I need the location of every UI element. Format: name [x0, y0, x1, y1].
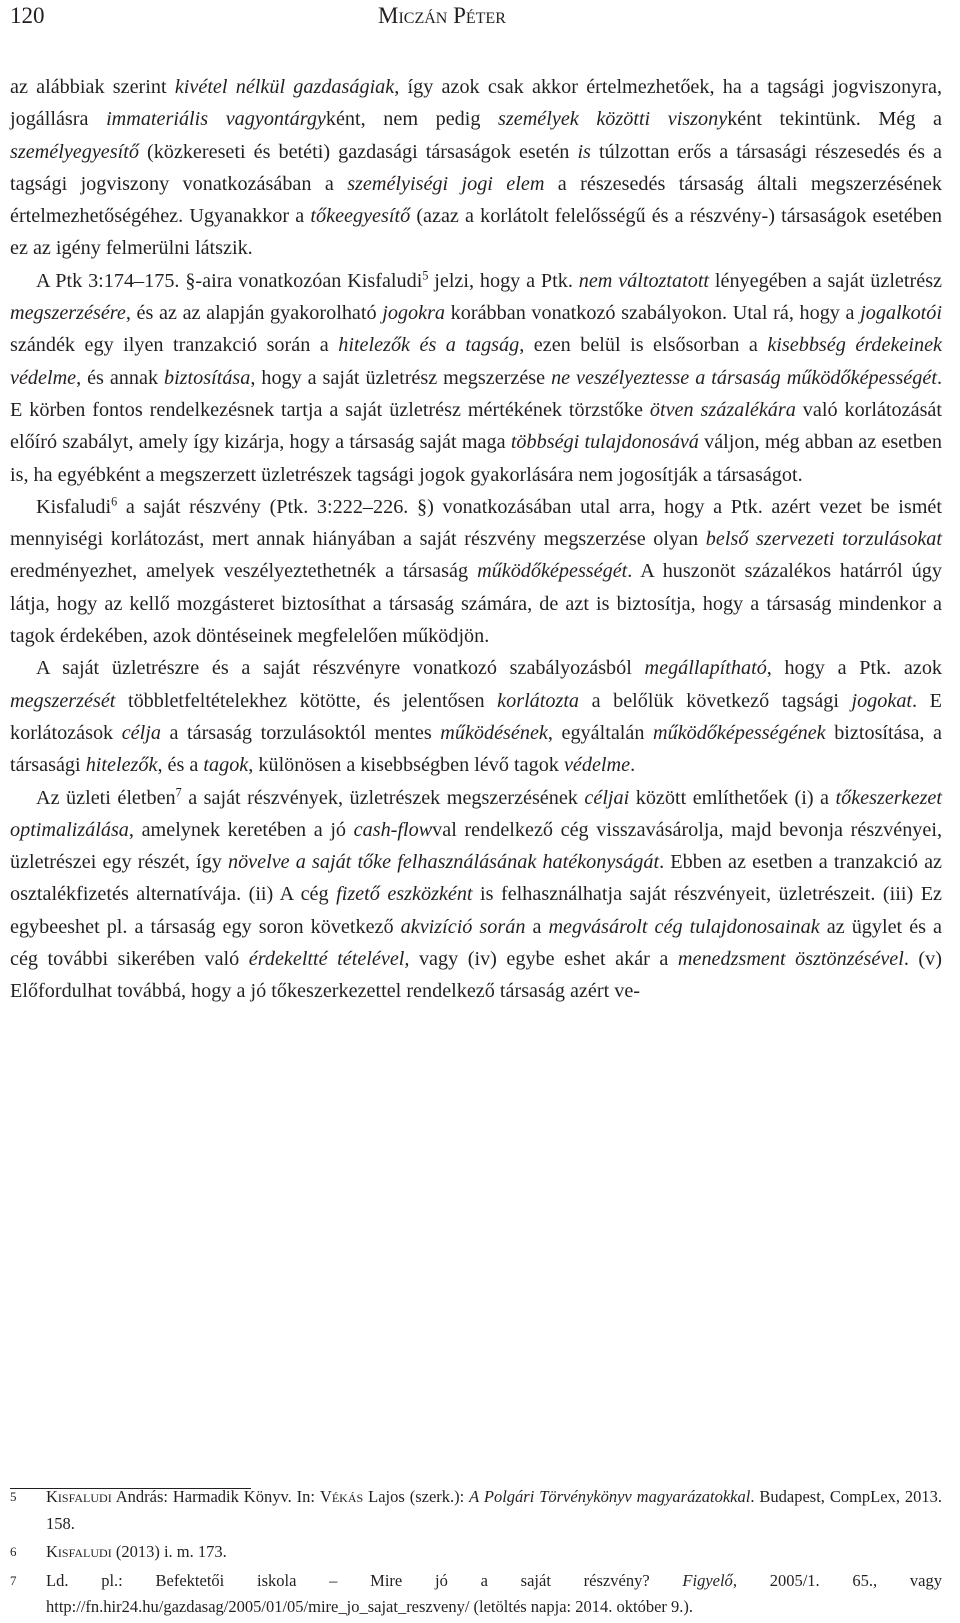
text-run: növelve a saját tőke felhasználásának hatékonyságát	[227, 851, 660, 874]
text-run: hitelezők	[85, 754, 158, 777]
text-run: ként, nem pedig	[325, 108, 499, 131]
text-run: Figyelő	[682, 1570, 733, 1590]
footnote-ref: 7	[175, 784, 182, 799]
text-run: , amelynek keretében a jó	[128, 818, 354, 841]
footnote-ref: 6	[111, 494, 118, 509]
text-run: Kisfaludi	[46, 1487, 112, 1506]
text-run: , hogy a Ptk. azok	[766, 657, 943, 680]
text-run: . (v) Előfordulhat továbbá, hogy a jó tőkeszerkezettel rendelkező társaság azért ve-	[10, 948, 942, 1003]
text-run: András: Harmadik Könyv. In:	[111, 1487, 320, 1506]
text-run: ne veszélyeztesse a társaság működőképességét	[551, 366, 937, 389]
footnote	[10, 1568, 942, 1621]
footnote	[10, 1484, 942, 1537]
text-run: biztosítása	[163, 366, 251, 389]
text-run: korábban vonatkozó szabályokon. Utal rá, hogy a	[445, 302, 861, 325]
text-run: , 2005/1. 65., vagy http://fn.hir24.hu/gazdasag/2005/01/05/mire_jo_sajat_reszveny/ (letöltés napja: 2014. október 9.).	[46, 1570, 942, 1616]
text-run: tőkeegyesítő	[310, 205, 411, 228]
text-run: . Budapest, CompLex, 2013. 158.	[46, 1487, 943, 1533]
text-run: belső szervezeti torzulásokat	[705, 528, 942, 551]
footnote-text	[46, 1542, 227, 1561]
text-run: . Ebben az esetben a tranzakció az osztalékfizetés alternatívája. (ii) A cég	[10, 851, 943, 906]
paragraph	[10, 491, 942, 652]
text-run: váljon, még abban az esetben is, ha egyébként a megszerzett üzletrészek tagsági jogok gyakorlására nem jogosítják a társaságot.	[10, 431, 942, 486]
text-run: Az üzleti életben	[36, 786, 176, 809]
text-run: korlátozta	[497, 689, 580, 712]
text-run: val rendelkező cég visszavásárolja, majd bevonja részvényei, üzletrészei egy részét, így	[10, 818, 942, 874]
text-run: Kisfaludi	[46, 1542, 112, 1561]
text-run: személyiségi jogi elem	[347, 172, 545, 195]
text-run: , és annak	[76, 366, 164, 389]
text-run: , ezen belül is elsősorban a	[519, 334, 768, 357]
text-run: az alábbiak szerint	[10, 76, 175, 98]
text-run: , egyáltalán	[547, 721, 654, 744]
text-run: biztosítása, a társasági	[10, 721, 942, 777]
text-run: Ld. pl.: Befektetői iskola – Mire jó a saját részvény?	[46, 1570, 683, 1590]
text-run: túlzottan erős a társasági részesedés és a tagsági jogviszony vonatkozásában a	[10, 140, 942, 195]
text-run: érdekeltté tételével,	[248, 948, 410, 971]
running-header	[10, 3, 940, 37]
text-run: vagy (iv) egybe eshet akár a	[409, 948, 678, 971]
text-run: többletfeltételekhez kötötte, és jelentősen	[115, 689, 498, 712]
paragraph	[10, 782, 942, 1008]
text-run: megvásárolt cég tulajdonosainak	[548, 915, 820, 938]
text-run: . A huszonöt százalékos határról úgy látja, hogy az kellő mozgásteret biztosíthat a társaság számára, de azt is biztosítja, hogy a társaság mindenkor a tagok érdekében, azok döntéseinek megfelelően működjön.	[10, 560, 942, 648]
text-run: szándék egy ilyen tranzakció során a	[10, 334, 339, 357]
text-run: megszerzését	[10, 689, 116, 712]
paragraph	[10, 265, 942, 491]
text-run: céljai	[584, 786, 630, 809]
text-run: a részesedés társaság általi megszerzésének értelmezhetőségéhez. Ugyanakkor a	[10, 172, 942, 228]
text-run: személyegyesítő	[10, 140, 139, 163]
text-run: cash-flow	[353, 818, 433, 841]
text-run: a	[525, 915, 549, 938]
text-run: jelzi, hogy a Ptk.	[428, 269, 579, 292]
text-run: A Ptk 3:174–175. §-aira vonatkozóan Kisfaludi	[36, 269, 423, 292]
text-run: (2013) i. m. 173.	[111, 1542, 227, 1561]
text-run: kivétel nélkül gazdaságiak	[174, 76, 395, 98]
text-run: működőképességének	[653, 721, 826, 744]
text-run: nem változtatott	[578, 269, 710, 292]
text-run: között említhetőek (i) a	[629, 786, 836, 809]
text-run: (közkereseti és betéti) gazdasági társaságok esetén	[138, 140, 578, 163]
text-run: fizető eszközként	[336, 883, 473, 906]
text-run: lényegében a saját üzletrész	[709, 269, 943, 292]
text-run: a saját részvény (Ptk. 3:222–226. §) vonatkozásában utal arra, hogy a Ptk. azért vezet be ismét mennyiségi korlátozást, mert annak hiányában a saját részvény megszerzése olyan	[10, 495, 942, 551]
text-run: való korlátozását előíró szabályt, amely így kizárja, hogy a társaság saját maga	[10, 398, 942, 454]
footnote-text	[46, 1487, 942, 1533]
text-run: , különösen a kisebbségben lévő tagok	[248, 754, 564, 777]
text-run: . E korlátozások	[10, 689, 942, 744]
text-run: a saját részvények, üzletrészek megszerzésének	[181, 786, 585, 809]
text-run: jogokat	[851, 689, 913, 712]
text-run: személyek közötti viszony	[498, 108, 728, 131]
text-run: , és az az alapján gyakorolható	[125, 302, 383, 325]
text-run: A Polgári Törvénykönyv magyarázatokkal	[469, 1487, 751, 1506]
text-run: hitelezők és a tagság	[338, 334, 520, 357]
text-run: is	[577, 140, 591, 163]
text-run: működőképességét	[477, 560, 628, 583]
text-run: eredményezhet, amelyek veszélyeztethetnék a társaság	[10, 560, 478, 583]
text-run: tőkeszerkezet optimalizálása	[10, 786, 942, 841]
text-run: a társaság torzulásoktól mentes	[160, 721, 441, 744]
text-run: védelme	[563, 754, 631, 777]
text-run: működésének	[440, 721, 548, 744]
text-run: ként tekintünk. Még a	[727, 108, 942, 131]
paragraph	[10, 71, 942, 265]
footnote-text	[46, 1571, 942, 1617]
text-run: akvizíció során	[400, 915, 526, 938]
text-run: ötven százalékára	[649, 398, 796, 421]
text-run: megállapítható	[644, 657, 767, 680]
text-run: menedzsment ösztönzésével	[677, 948, 904, 971]
footnote	[10, 1539, 942, 1566]
text-run: A saját üzletrészre és a saját részvényre vonatkozó szabályozásból	[36, 657, 645, 680]
footnote-ref: 5	[422, 268, 429, 283]
page-number: 120	[10, 3, 45, 28]
body-text	[10, 71, 942, 1008]
text-run: Vékás	[319, 1487, 364, 1506]
text-run: jogokra	[382, 302, 446, 325]
text-run: Kisfaludi	[36, 495, 112, 518]
text-run: immateriális vagyontárgy	[106, 108, 326, 131]
text-run: (azaz a korlátolt felelősségű és a részvény-) társaságok esetében ez az igény felmerülni látszik.	[10, 205, 942, 260]
text-run: tagok	[203, 754, 249, 777]
text-run: Lajos (szerk.):	[363, 1487, 470, 1506]
text-run: többségi tulajdonosává	[510, 431, 699, 454]
text-run: a belőlük következő tagsági	[579, 689, 852, 712]
text-run: is felhasználhatja saját részvényeit, üzletrészeit. (iii) Ez egybeeshet pl. a társaság egy soron következő	[10, 883, 942, 938]
text-run: , hogy a saját üzletrész megszerzése	[250, 366, 552, 389]
text-run: kisebbség érdekeinek védelme	[10, 334, 942, 389]
paragraph	[10, 652, 942, 781]
text-run: célja	[121, 721, 161, 744]
text-run: , és a	[157, 754, 204, 777]
text-run: . E körben fontos rendelkezésnek tartja a saját üzletrész mértékének törzstőke	[10, 366, 942, 421]
text-run: .	[630, 754, 636, 777]
text-run: megszerzésére	[10, 302, 126, 325]
text-run: az ügylet és a cég további sikerében való	[10, 915, 943, 971]
footnotes	[10, 1484, 942, 1623]
text-run: jogalkotói	[860, 302, 942, 325]
text-run: , így azok csak akkor értelmezhetőek, ha a tagsági jogviszonyra, jogállásra	[10, 76, 942, 131]
footnote-number: 7	[10, 1572, 17, 1588]
footnote-number: 5	[10, 1489, 17, 1504]
running-head-author: Miczán Péter	[378, 3, 506, 28]
footnote-number: 6	[10, 1544, 17, 1559]
